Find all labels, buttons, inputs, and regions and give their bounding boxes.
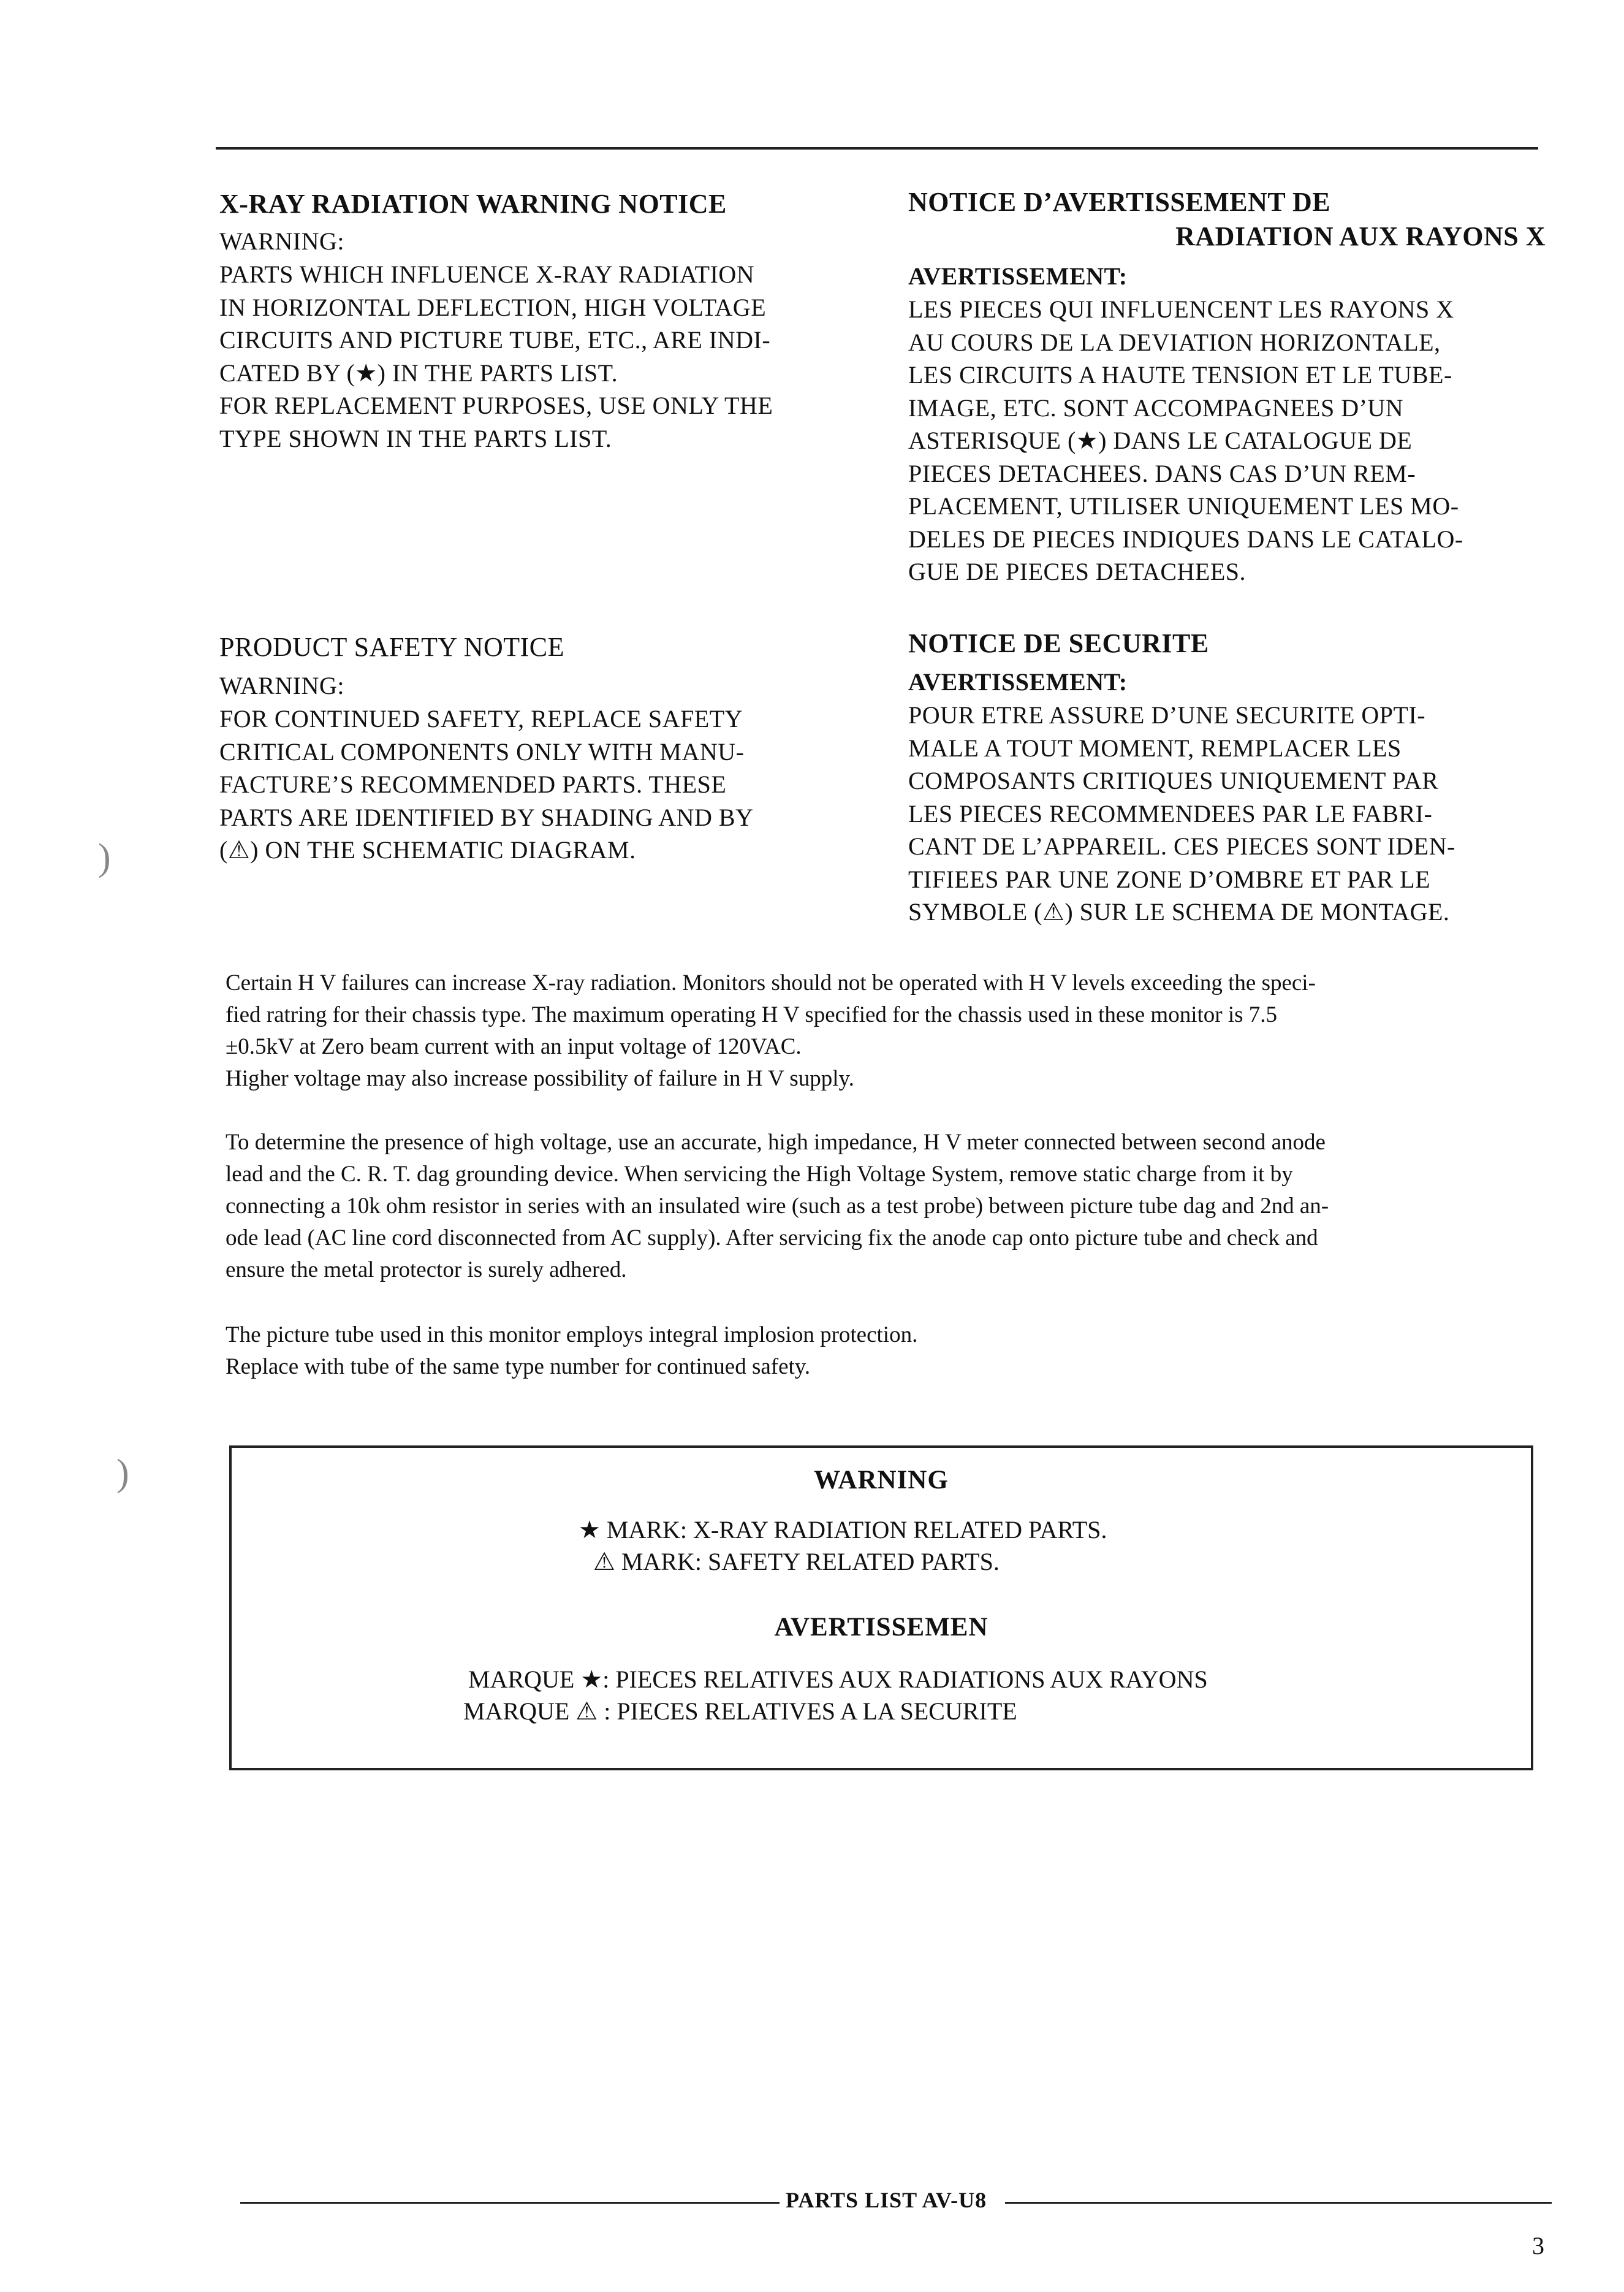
- punch-hole-mark: ): [116, 1452, 129, 1494]
- footer-rule-right: [1005, 2202, 1552, 2204]
- top-rule: [216, 147, 1538, 150]
- text-line: POUR ETRE ASSURE D’UNE SECURITE OPTI-: [908, 701, 1426, 729]
- footer-rule-left: [240, 2202, 780, 2204]
- text-line: COMPOSANTS CRITIQUES UNIQUEMENT PAR: [908, 767, 1439, 794]
- text-line: PLACEMENT, UTILISER UNIQUEMENT LES MO-: [908, 492, 1459, 520]
- hv-failure-paragraph: [226, 967, 1538, 1095]
- text-line: fied ratring for their chassis type. The maximum operating H V specified for the chassis used in these monitor is 7.5: [226, 1002, 1278, 1027]
- punch-hole-mark: ): [98, 837, 111, 878]
- warning-box-title: WARNING: [814, 1466, 949, 1494]
- footer-label: PARTS LIST AV-U8: [786, 2188, 987, 2212]
- xray-notice-title: X-RAY RADIATION WARNING NOTICE: [219, 189, 727, 219]
- text-line: LES PIECES RECOMMENDEES PAR LE FABRI-: [908, 799, 1433, 828]
- text-line: lead and the C. R. T. dag grounding device. When servicing the High Voltage System, remove static charge from it by: [226, 1162, 1293, 1187]
- xray-notice-fr-text: [908, 293, 1546, 588]
- picture-tube-paragraph: [226, 1319, 1538, 1383]
- text-line: ASTERISQUE (★) DANS LE CATALOGUE DE: [908, 427, 1413, 454]
- safety-notice-fr-text: [908, 699, 1546, 929]
- text-line: LES CIRCUITS A HAUTE TENSION ET LE TUBE-: [908, 361, 1452, 389]
- safety-notice-fr: [908, 626, 1546, 929]
- text-line: To determine the presence of high voltage, use an accurate, high impedance, H V meter connected between second anode: [226, 1130, 1326, 1155]
- text-line: CIRCUITS AND PICTURE TUBE, ETC., ARE INDI-: [219, 326, 771, 354]
- safety-fr-warning-label: AVERTISSEMENT:: [908, 668, 1128, 696]
- text-line: IN HORIZONTAL DEFLECTION, HIGH VOLTAGE: [219, 293, 767, 321]
- xray-warning-label: WARNING:: [219, 227, 344, 255]
- text-line: AU COURS DE LA DEVIATION HORIZONTALE,: [908, 328, 1441, 356]
- text-line: ±0.5kV at Zero beam current with an input voltage of 120VAC.: [226, 1034, 802, 1059]
- text-line: SYMBOLE (⚠) SUR LE SCHEMA DE MONTAGE.: [908, 898, 1450, 926]
- xray-fr-warning-label: AVERTISSEMENT:: [908, 262, 1128, 290]
- text-line: connecting a 10k ohm resistor in series with an insulated wire (such as a test probe) between picture tube dag and 2nd an-: [226, 1194, 1329, 1219]
- text-line: LES PIECES QUI INFLUENCENT LES RAYONS X: [908, 295, 1454, 323]
- safety-notice-title: PRODUCT SAFETY NOTICE: [219, 632, 564, 662]
- xray-notice-fr-title-2: RADIATION AUX RAYONS X: [1175, 221, 1546, 251]
- xray-notice-text: [219, 258, 857, 455]
- star-mark-line: ★ MARK: X-RAY RADIATION RELATED PARTS.: [579, 1516, 1107, 1544]
- safety-notice-en: [219, 630, 857, 867]
- xray-notice-fr-title-1: NOTICE D’AVERTISSEMENT DE: [908, 187, 1331, 217]
- text-line: DELES DE PIECES INDIQUES DANS LE CATALO-: [908, 525, 1463, 553]
- text-line: GUE DE PIECES DETACHEES.: [908, 558, 1246, 585]
- text-line: IMAGE, ETC. SONT ACCOMPAGNEES D’UN: [908, 394, 1404, 422]
- page-number: 3: [1532, 2232, 1544, 2260]
- triangle-mark-line-fr: MARQUE ⚠ : PIECES RELATIVES A LA SECURITE: [463, 1697, 1017, 1725]
- safety-notice-text: [219, 702, 857, 867]
- text-line: CRITICAL COMPONENTS ONLY WITH MANU-: [219, 737, 745, 766]
- text-line: TIFIEES PAR UNE ZONE D’OMBRE ET PAR LE: [908, 865, 1431, 893]
- text-line: FACTURE’S RECOMMENDED PARTS. THESE: [219, 771, 727, 798]
- text-line: CANT DE L’APPAREIL. CES PIECES SONT IDEN-: [908, 832, 1455, 860]
- text-line: ensure the metal protector is surely adhered.: [226, 1257, 627, 1282]
- star-mark-line-fr: MARQUE ★: PIECES RELATIVES AUX RADIATIONS AUX RAYONS: [468, 1666, 1208, 1693]
- text-line: Replace with tube of the same type number for continued safety.: [226, 1354, 811, 1379]
- text-line: FOR CONTINUED SAFETY, REPLACE SAFETY: [219, 705, 743, 733]
- text-line: PIECES DETACHEES. DANS CAS D’UN REM-: [908, 459, 1416, 487]
- safety-warning-label: WARNING:: [219, 672, 344, 699]
- text-line: PARTS ARE IDENTIFIED BY SHADING AND BY: [219, 803, 754, 831]
- text-line: CATED BY (★) IN THE PARTS LIST.: [219, 359, 618, 387]
- text-line: (⚠) ON THE SCHEMATIC DIAGRAM.: [219, 836, 636, 864]
- text-line: PARTS WHICH INFLUENCE X-RAY RADIATION: [219, 261, 755, 288]
- safety-notice-fr-title: NOTICE DE SECURITE: [908, 628, 1209, 658]
- text-line: TYPE SHOWN IN THE PARTS LIST.: [219, 424, 612, 452]
- text-line: The picture tube used in this monitor employs integral implosion protection.: [226, 1322, 918, 1347]
- warning-box: [229, 1445, 1533, 1770]
- text-line: Higher voltage may also increase possibility of failure in H V supply.: [226, 1066, 854, 1091]
- xray-notice-fr: [908, 185, 1546, 588]
- text-line: MALE A TOUT MOMENT, REMPLACER LES: [908, 734, 1402, 762]
- warning-box-title-fr: AVERTISSEMEN: [774, 1613, 988, 1642]
- text-line: FOR REPLACEMENT PURPOSES, USE ONLY THE: [219, 392, 773, 419]
- text-line: ode lead (AC line cord disconnected from AC supply). After servicing fix the anode cap onto picture tube and check and: [226, 1225, 1318, 1251]
- text-line: Certain H V failures can increase X-ray radiation. Monitors should not be operated with H V levels exceeding the speci-: [226, 970, 1316, 996]
- hv-measurement-paragraph: [226, 1127, 1538, 1286]
- xray-notice-en: [219, 187, 857, 455]
- triangle-mark-line: ⚠ MARK: SAFETY RELATED PARTS.: [593, 1548, 1000, 1575]
